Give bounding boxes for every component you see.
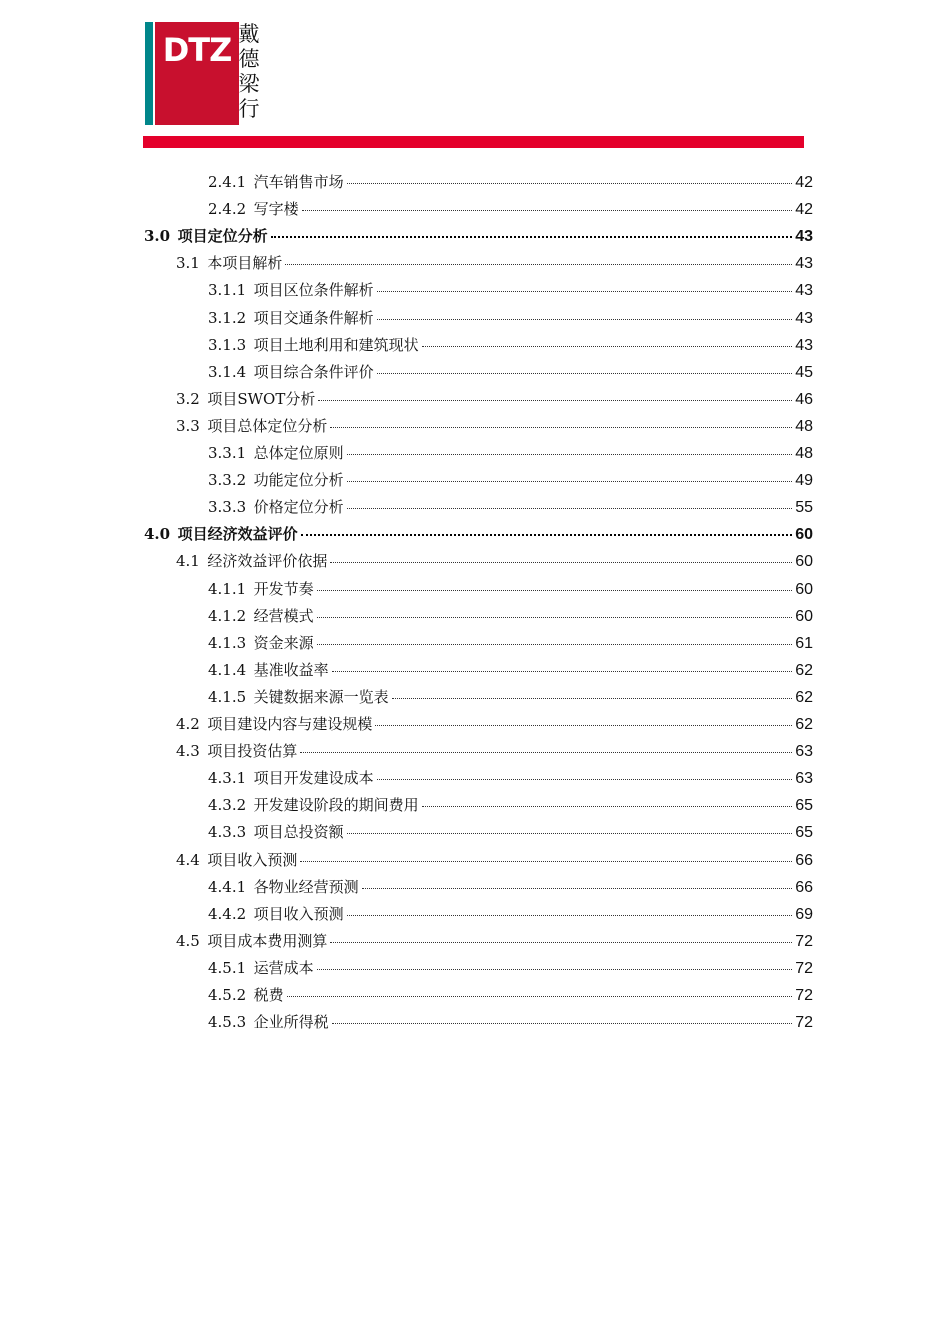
toc-entry-title: 3.2 项目SWOT分析 bbox=[176, 389, 316, 408]
toc-entry[interactable] bbox=[208, 198, 813, 225]
toc-entry[interactable] bbox=[208, 442, 813, 469]
toc-entry-title: 4.3.3 项目总投资额 bbox=[208, 823, 344, 842]
toc-dot-leader bbox=[317, 969, 793, 970]
toc-page-number: 43 bbox=[795, 255, 813, 273]
toc-entry[interactable] bbox=[176, 388, 813, 415]
toc-dot-leader bbox=[318, 400, 792, 401]
toc-page-number: 55 bbox=[795, 499, 813, 517]
logo-brand-text: DTZ bbox=[162, 31, 232, 69]
toc-entry-title: 4.5.1 运营成本 bbox=[208, 958, 314, 977]
toc-entry[interactable] bbox=[208, 469, 813, 496]
toc-page-number: 60 bbox=[795, 580, 813, 598]
toc-entry[interactable] bbox=[208, 361, 813, 388]
toc-entry[interactable] bbox=[144, 523, 813, 550]
toc-page-number: 42 bbox=[795, 201, 813, 219]
toc-page-number: 43 bbox=[795, 282, 813, 300]
toc-entry-title: 3.3 项目总体定位分析 bbox=[176, 416, 328, 435]
toc-page-number: 63 bbox=[795, 743, 813, 761]
toc-dot-leader bbox=[301, 534, 793, 536]
dtz-logo bbox=[145, 22, 260, 127]
toc-entry[interactable] bbox=[208, 984, 813, 1011]
toc-page-number: 61 bbox=[795, 634, 813, 652]
toc-entry-title: 4.1.5 关键数据来源一览表 bbox=[208, 687, 389, 706]
toc-entry[interactable] bbox=[176, 550, 813, 577]
toc-page-number: 48 bbox=[795, 445, 813, 462]
toc-page-number: 48 bbox=[795, 417, 813, 435]
toc-entry-title: 4.5.3 企业所得税 bbox=[208, 1013, 329, 1032]
toc-entry[interactable] bbox=[208, 1011, 813, 1038]
toc-entry-title: 3.0 项目定位分析 bbox=[144, 227, 268, 246]
toc-entry-title: 3.3.3 价格定位分析 bbox=[208, 498, 344, 517]
toc-entry-title: 3.1.2 项目交通条件解析 bbox=[208, 308, 374, 327]
toc-dot-leader bbox=[347, 833, 793, 834]
toc-page-number: 45 bbox=[795, 363, 813, 381]
toc-dot-leader bbox=[271, 236, 793, 238]
toc-entry-title: 3.3.1 总体定位原则 bbox=[208, 444, 344, 462]
toc-entry[interactable] bbox=[176, 849, 813, 876]
toc-entry-title: 4.3.2 开发建设阶段的期间费用 bbox=[208, 796, 419, 815]
toc-page-number: 72 bbox=[795, 959, 813, 977]
toc-entry-title: 4.4.1 各物业经营预测 bbox=[208, 877, 359, 896]
logo-char: 梁 bbox=[238, 72, 260, 96]
toc-entry[interactable] bbox=[208, 605, 813, 632]
toc-dot-leader bbox=[317, 590, 793, 591]
toc-page-number: 49 bbox=[795, 472, 813, 490]
toc-page-number: 63 bbox=[795, 770, 813, 788]
toc-page-number: 60 bbox=[795, 526, 813, 544]
toc-entry[interactable] bbox=[144, 225, 813, 252]
logo-char: 戴 bbox=[238, 22, 260, 46]
toc-entry-title: 3.3.2 功能定位分析 bbox=[208, 471, 344, 490]
toc-page-number: 43 bbox=[795, 309, 813, 327]
toc-entry-title: 4.1.4 基准收益率 bbox=[208, 660, 329, 679]
toc-page-number: 62 bbox=[795, 688, 813, 706]
toc-entry-title: 4.3 项目投资估算 bbox=[176, 742, 298, 761]
toc-entry[interactable] bbox=[208, 767, 813, 794]
toc-page-number: 72 bbox=[795, 987, 813, 1004]
toc-dot-leader bbox=[347, 454, 793, 455]
toc-dot-leader bbox=[287, 996, 793, 997]
toc-entry-title: 4.0 项目经济效益评价 bbox=[144, 525, 298, 544]
toc-page-number: 46 bbox=[795, 390, 813, 408]
toc-entry[interactable] bbox=[208, 279, 813, 306]
toc-entry[interactable] bbox=[176, 713, 813, 740]
toc-dot-leader bbox=[332, 671, 793, 672]
toc-entry[interactable] bbox=[208, 578, 813, 605]
toc-page-number: 43 bbox=[795, 228, 813, 246]
toc-entry[interactable] bbox=[208, 821, 813, 848]
toc-dot-leader bbox=[377, 779, 793, 780]
toc-dot-leader bbox=[347, 183, 793, 184]
toc-page-number: 60 bbox=[795, 607, 813, 625]
toc-entry[interactable] bbox=[176, 415, 813, 442]
toc-entry-title: 4.4.2 项目收入预测 bbox=[208, 904, 344, 923]
toc-page-number: 66 bbox=[795, 878, 813, 896]
toc-page-number: 43 bbox=[795, 336, 813, 354]
toc-dot-leader bbox=[362, 888, 793, 889]
toc-entry-title: 3.1.3 项目土地利用和建筑现状 bbox=[208, 335, 419, 354]
toc-entry-title: 4.1.3 资金来源 bbox=[208, 633, 314, 652]
toc-dot-leader bbox=[300, 752, 792, 753]
logo-teal-stripe bbox=[145, 22, 153, 125]
toc-entry-title: 4.1 经济效益评价依据 bbox=[176, 552, 328, 571]
toc-page-number: 65 bbox=[795, 797, 813, 815]
toc-dot-leader bbox=[330, 562, 792, 563]
toc-dot-leader bbox=[347, 915, 793, 916]
toc-page-number: 72 bbox=[795, 932, 813, 950]
toc-entry[interactable] bbox=[208, 686, 813, 713]
toc-entry-title: 4.3.1 项目开发建设成本 bbox=[208, 769, 374, 788]
toc-entry[interactable] bbox=[176, 740, 813, 767]
toc-page-number: 69 bbox=[795, 905, 813, 923]
toc-entry[interactable] bbox=[208, 171, 813, 198]
toc-dot-leader bbox=[317, 644, 793, 645]
toc-entry-title: 3.1.4 项目综合条件评价 bbox=[208, 362, 374, 381]
toc-entry-title: 3.1.1 项目区位条件解析 bbox=[208, 281, 374, 300]
toc-entry[interactable] bbox=[208, 632, 813, 659]
toc-dot-leader bbox=[375, 725, 792, 726]
toc-page-number: 66 bbox=[795, 851, 813, 869]
toc-entry[interactable] bbox=[208, 307, 813, 334]
toc-entry[interactable] bbox=[176, 930, 813, 957]
toc-entry[interactable] bbox=[176, 252, 813, 279]
toc-entry-title: 3.1 本项目解析 bbox=[176, 254, 283, 273]
toc-page-number: 62 bbox=[795, 716, 813, 733]
toc-dot-leader bbox=[302, 210, 793, 211]
toc-entry[interactable] bbox=[208, 334, 813, 361]
toc-entry-title: 4.1.1 开发节奏 bbox=[208, 579, 314, 598]
toc-dot-leader bbox=[317, 617, 793, 618]
logo-char: 德 bbox=[238, 47, 260, 71]
logo-char: 行 bbox=[238, 97, 260, 121]
toc-entry[interactable] bbox=[208, 496, 813, 523]
toc-dot-leader bbox=[422, 806, 793, 807]
toc-dot-leader bbox=[285, 264, 792, 265]
toc-page-number: 60 bbox=[795, 553, 813, 571]
toc-entry-title: 4.4 项目收入预测 bbox=[176, 850, 298, 869]
toc-entry[interactable] bbox=[208, 903, 813, 930]
toc-entry-title: 4.2 项目建设内容与建设规模 bbox=[176, 715, 373, 733]
toc-dot-leader bbox=[330, 427, 792, 428]
toc-dot-leader bbox=[300, 861, 792, 862]
toc-page-number: 65 bbox=[795, 824, 813, 842]
toc-entry-title: 2.4.2 写字楼 bbox=[208, 200, 299, 219]
toc-dot-leader bbox=[422, 346, 793, 347]
toc-dot-leader bbox=[377, 319, 793, 320]
toc-entry[interactable] bbox=[208, 957, 813, 984]
toc-dot-leader bbox=[347, 481, 793, 482]
toc-page-number: 42 bbox=[795, 174, 813, 191]
toc-entry-title: 4.5 项目成本费用测算 bbox=[176, 931, 328, 950]
toc-page-number: 62 bbox=[795, 661, 813, 679]
toc-entry[interactable] bbox=[208, 876, 813, 903]
toc-page-number: 72 bbox=[795, 1014, 813, 1032]
toc-entry-title: 2.4.1 汽车销售市场 bbox=[208, 173, 344, 191]
toc-entry-title: 4.5.2 税费 bbox=[208, 986, 284, 1004]
toc-entry[interactable] bbox=[208, 794, 813, 821]
toc-dot-leader bbox=[332, 1023, 793, 1024]
toc-dot-leader bbox=[377, 291, 793, 292]
toc-entry[interactable] bbox=[208, 659, 813, 686]
toc-dot-leader bbox=[392, 698, 793, 699]
logo-chinese-name bbox=[237, 22, 261, 122]
toc-dot-leader bbox=[330, 942, 792, 943]
toc-dot-leader bbox=[347, 508, 793, 509]
header-divider-bar bbox=[143, 136, 804, 148]
toc-dot-leader bbox=[377, 373, 793, 374]
toc-entry-title: 4.1.2 经营模式 bbox=[208, 606, 314, 625]
